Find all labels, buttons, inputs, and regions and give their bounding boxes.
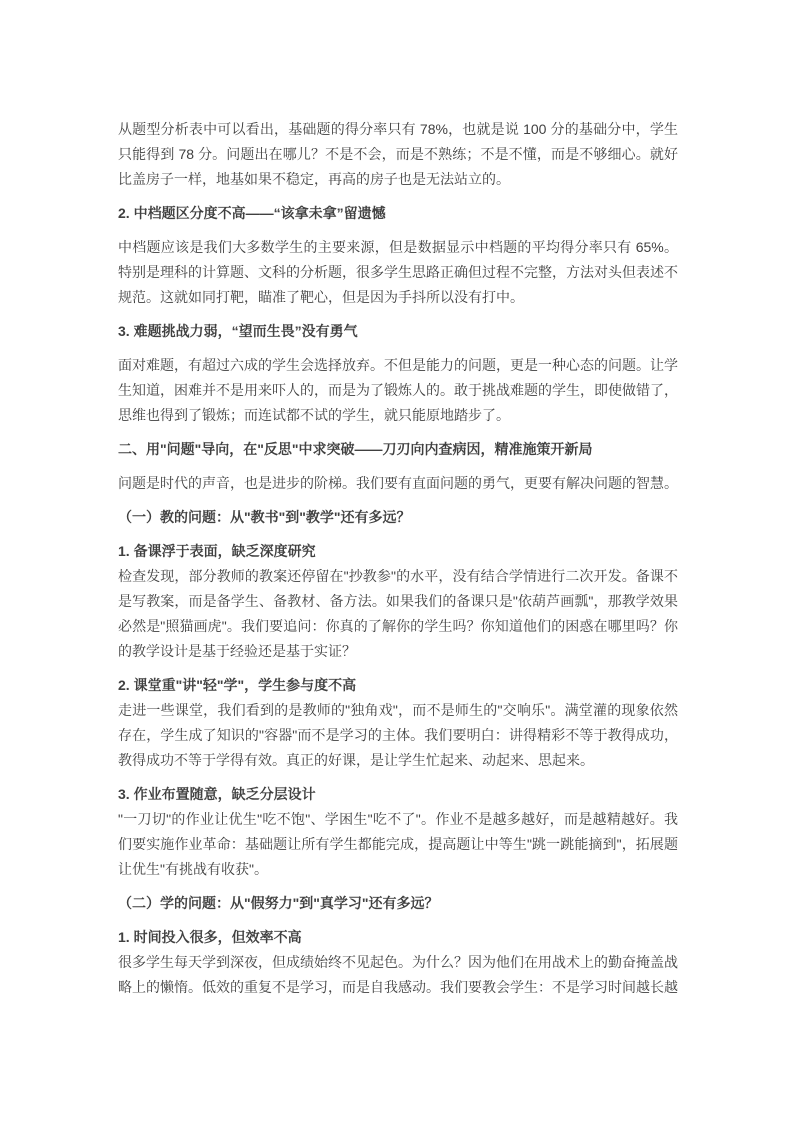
subheading-time-efficiency: 1. 时间投入很多，但效率不高 [118,929,302,945]
heading-learning-problems: （二）学的问题：从"假努力"到"真学习"还有多远？ [118,895,439,911]
heading-section-two: 二、用"问题"导向，在"反思"中求突破——刀刃向内查病因，精准施策开新局 [118,441,593,457]
heading-hard-questions: 3. 难题挑战力弱，“望而生畏”没有勇气 [118,323,358,339]
subheading-homework-design: 3. 作业布置随意，缺乏分层设计 [118,786,316,802]
paragraph-basic-score-analysis: 从题型分析表中可以看出，基础题的得分率只有 78%，也就是说 100 分的基础分中，学生只能得到 78 分。问题出在哪儿？不是不会，而是不熟练；不是不懂，而是不够细心。就好比盖房子一样，地基如果不稳定，再高的房子也是无法站立的。 [118,121,678,187]
paragraph-homework-design: "一刀切"的作业让优生"吃不饱"、学困生"吃不了"。作业不是越多越好，而是越精越好。我们要实施作业革命：基础题让所有学生都能完成，提高题让中等生"跳一跳能摘到"，拓展题让优生"有挑战有收获"。 [118,811,678,877]
heading-mid-tier-questions: 2. 中档题区分度不高——“该拿未拿”留遗憾 [118,205,386,221]
paragraph-hard-questions-analysis: 面对难题，有超过六成的学生会选择放弃。不但是能力的问题，更是一种心态的问题。让学生知道，困难并不是用来吓人的，而是为了锻炼人的。敢于挑战难题的学生，即使做错了，思维也得到了锻炼；而连试都不试的学生，就只能原地踏步了。 [118,357,678,423]
paragraph-problem-voice: 问题是时代的声音，也是进步的阶梯。我们要有直面问题的勇气，更要有解决问题的智慧。 [118,475,678,491]
paragraph-time-efficiency: 很多学生每天学到深夜，但成绩始终不见起色。为什么？因为他们在用战术上的勤奋掩盖战略上的懒惰。低效的重复不是学习，而是自我感动。我们要教会学生：不是学习时间越长越 [118,954,678,995]
document-content [118,117,678,1009]
heading-teaching-problems: （一）教的问题：从"教书"到"教学"还有多远？ [118,509,411,525]
paragraph-lesson-prep: 检查发现，部分教师的教案还停留在"抄教参"的水平，没有结合学情进行二次开发。备课不是写教案，而是备学生、备教材、备方法。如果我们的备课只是"依葫芦画瓢"，那教学效果必然是"照猫画虎"。我们要追问：你真的了解你的学生吗？你知道他们的困惑在哪里吗？你的教学设计是基于经验还是基于实证？ [118,568,678,659]
paragraph-classroom-teaching: 走进一些课堂，我们看到的是教师的"独角戏"，而不是师生的"交响乐"。满堂灌的现象依然存在，学生成了知识的"容器"而不是学习的主体。我们要明白：讲得精彩不等于教得成功，教得成功不等于学得有效。真正的好课，是让学生忙起来、动起来、思起来。 [118,702,678,768]
paragraph-mid-tier-analysis: 中档题应该是我们大多数学生的主要来源，但是数据显示中档题的平均得分率只有 65%。特别是理科的计算题、文科的分析题，很多学生思路正确但过程不完整，方法对头但表述不规范。这就如同打靶，瞄准了靶心，但是因为手抖所以没有打中。 [118,239,678,305]
subheading-classroom-teaching: 2. 课堂重"讲"轻"学"，学生参与度不高 [118,677,357,693]
subheading-lesson-prep: 1. 备课浮于表面，缺乏深度研究 [118,543,316,559]
